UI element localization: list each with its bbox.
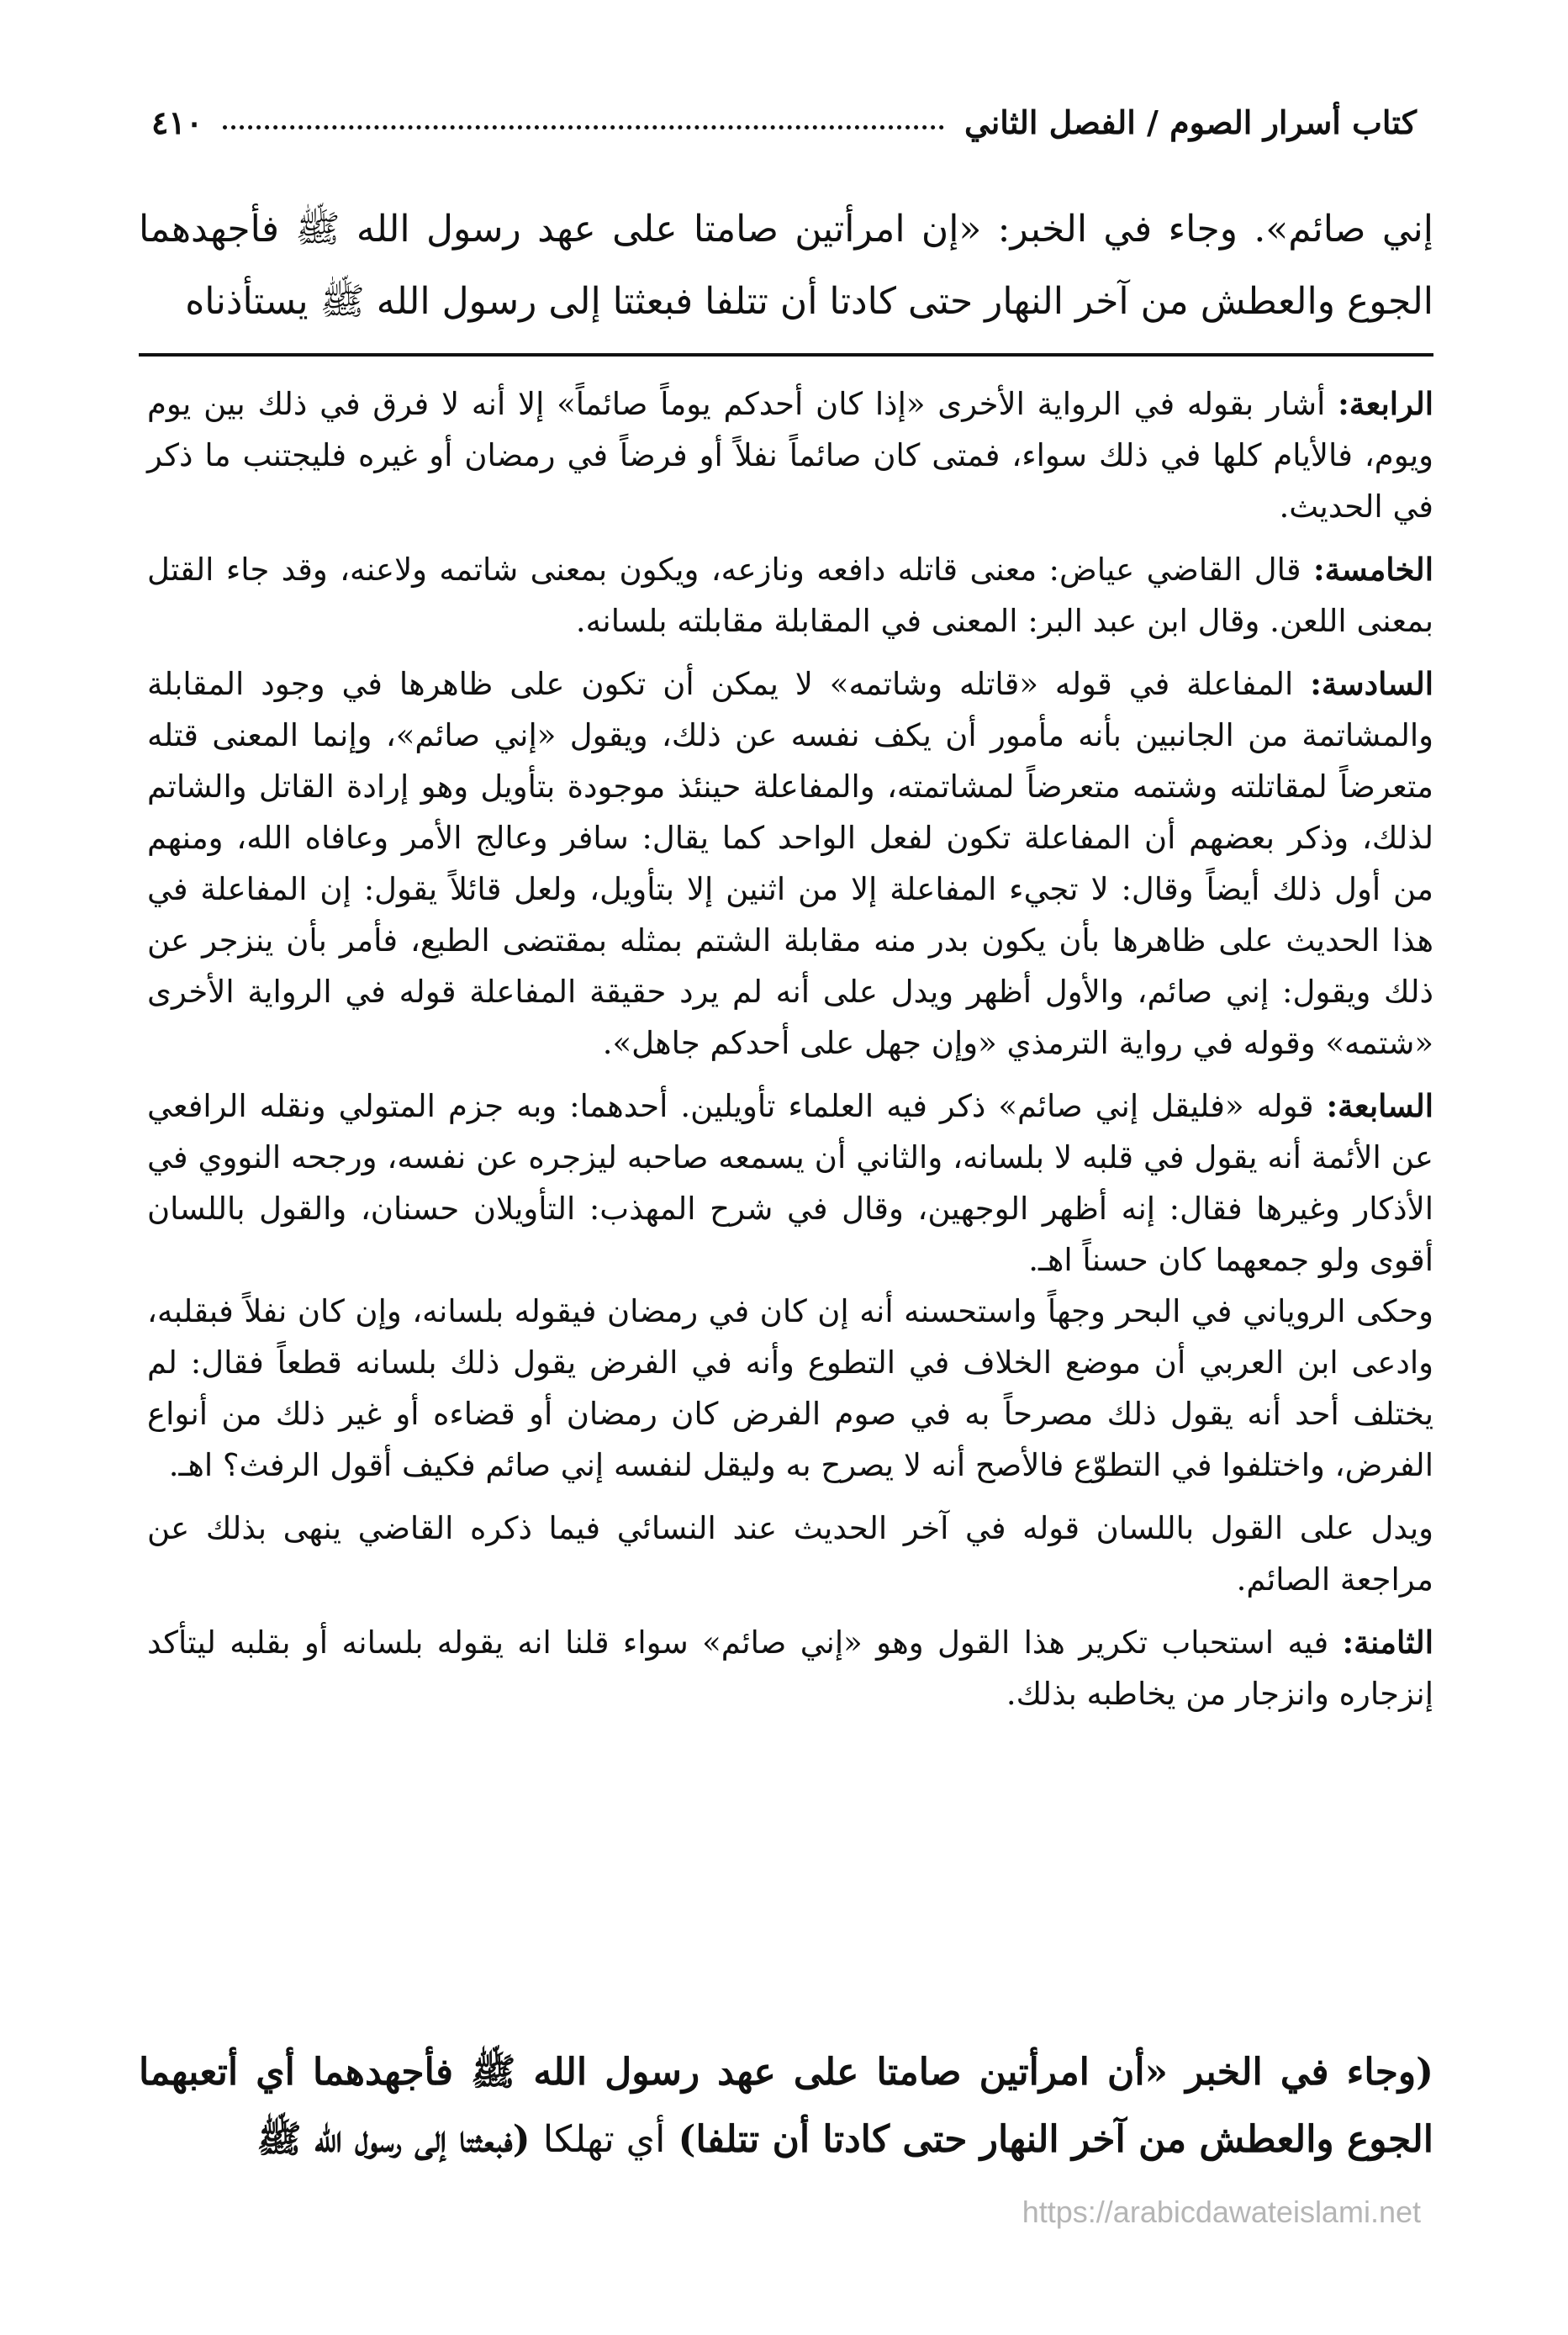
gloss-text: أي تهلكا: [542, 2118, 666, 2161]
page-number: ٤١٠: [151, 103, 203, 141]
note-6: [147, 658, 1433, 1069]
note-label: الرابعة:: [1338, 385, 1434, 422]
page-header: [151, 91, 1417, 141]
main-commentary: [139, 2039, 1433, 2174]
note-text: أشار بقوله في الرواية الأخرى «إذا كان أحدكم يوماً صائماً» إلا أنه لا فرق في ذلك بين يوم ويوم، فالأيام كلها في ذلك سواء، فمتى كان صائماً نفلاً أو فرضاً في رمضان أو غيره فليجتنب ما ذكر في الحديث.: [147, 386, 1433, 525]
leader-dots: [223, 125, 944, 129]
note-7: [147, 1080, 1433, 1286]
note-text: فيه استحباب تكرير هذا القول وهو «إني صائم» سواء قلنا انه يقوله بلسانه أو بقلبه ليتأكد إنزجاره وانزجار من يخاطبه بذلك.: [147, 1624, 1433, 1712]
running-title: كتاب أسرار الصوم / الفصل الثاني: [964, 103, 1417, 141]
note-text: المفاعلة في قوله «قاتله وشاتمه» لا يمكن أن تكون على ظاهرها في وجود المقابلة والمشاتمة من الجانبين بأنه مأمور أن يكف نفسه عن ذلك، ويقول «إني صائم»، وإنما المعنى قتله متعرضاً لمقاتلته وشتمه متعرضاً لمشاتمته، والمفاعلة حينئذ موجودة بتأويل وهو إرادة القاتل والشاتم لذلك، وذكر بعضهم أن المفاعلة تكون لفعل الواحد كما يقال: سافر وعالج الأمر وعافاه الله، ومنهم من أول ذلك أيضاً وقال: لا تجيء المفاعلة إلا من اثنين إلا بتأويل، ولعل قائلاً يقول: إن المفاعلة في هذا الحديث على ظاهرها بأن يكون بدر منه مقابلة الشتم بمثله بمقتضى الطبع، فأمر بأن ينزجر عن ذلك ويقول: إني صائم، والأول أظهر ويدل على أنه لم يرد حقيقة المفاعلة قوله في الرواية الأخرى «شتمه» وقوله في رواية الترمذي «وإن جهل على أحدكم جاهل».: [147, 666, 1433, 1061]
note-4: [147, 378, 1433, 532]
note-8: [147, 1617, 1433, 1720]
quoted-text: (وجاء في الخبر «أن امرأتين صامتا على عهد رسول الله ﷺ فأجهدهما أي أتعبهما الجوع والعطش من آخر النهار حتى كادتا أن تتلفا): [139, 2051, 1433, 2161]
watermark-url: https://arabicdawateislami.net: [1022, 2195, 1421, 2229]
note-7-continued-2: ويدل على القول باللسان قوله في آخر الحديث عند النسائي فيما ذكره القاضي ينهى بذلك عن مراجعة الصائم.: [147, 1510, 1433, 1598]
note-text: قال القاضي عياض: معنى قاتله دافعه ونازعه، ويكون بمعنى شاتمه ولاعنه، وقد جاء القتل بمعنى اللعن. وقال ابن عبد البر: المعنى في المقابلة مقابلته بلسانه.: [147, 552, 1433, 639]
note-label: السابعة:: [1326, 1087, 1433, 1124]
main-text: إني صائم». وجاء في الخبر: «إن امرأتين صامتا على عهد رسول الله ﷺ فأجهدهما الجوع والعطش من آخر النهار حتى كادتا أن تتلفا فبعثتا إلى رسول الله ﷺ يستأذناه: [139, 208, 1433, 323]
note-label: السادسة:: [1310, 665, 1433, 702]
separator-rule: [139, 353, 1433, 357]
note-text: قوله «فليقل إني صائم» ذكر فيه العلماء تأويلين. أحدهما: وبه جزم المتولي ونقله الرافعي عن الأئمة أنه يقول في قلبه لا بلسانه، والثاني أن يسمعه صاحبه ليزجره عن نفسه، ورجحه النووي في الأذكار وغيرها فقال: إنه أظهر الوجهين، وقال في شرح المهذب: التأويلان حسنان، والقول باللسان أقوى ولو جمعهما كان حسناً اهـ.: [147, 1088, 1433, 1278]
note-label: الثامنة:: [1342, 1624, 1433, 1661]
quoted-text-continued: (فبعثتا إلى رسول الله ﷺ: [256, 2118, 531, 2161]
commentary-notes: [147, 378, 1433, 1731]
note-label: الخامسة:: [1312, 551, 1433, 588]
note-7-continued: وحكى الروياني في البحر وجهاً واستحسنه أنه إن كان في رمضان فيقوله بلسانه، وإن كان نفلاً فبقلبه، وادعى ابن العربي أن موضع الخلاف في التطوع وأنه في الفرض يقول ذلك بلسانه قطعاً فقال: لم يختلف أحد أنه يقول ذلك مصرحاً به في صوم الفرض كان رمضان أو قضاءه أو غير ذلك من أنواع الفرض، واختلفوا في التطوّع فالأصح أنه لا يصرح به وليقل لنفسه إني صائم فكيف أقول الرفث؟ اهـ.: [147, 1293, 1433, 1483]
note-5: [147, 544, 1433, 647]
